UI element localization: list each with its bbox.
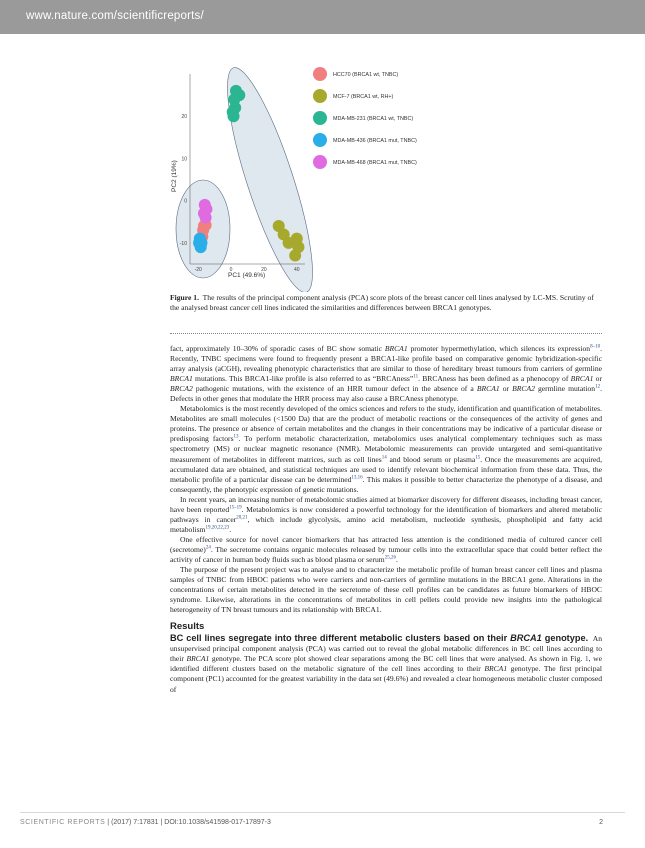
figure-link[interactable]: 1 [584,654,589,664]
data-point [228,110,240,122]
y-axis-label: PC2 (19%) [171,160,178,192]
legend-swatch [313,133,327,147]
x-tick-label: 0 [229,267,233,273]
paragraph-5: The purpose of the present project was to analyse and to characterize the metabolic profile of human breast cancer cell lines and plasma samples of TNBC from HBOC patients who were carriers and non-carriers of germline mutations in the BRCA1 gene. Alterations in the concentrations of certain metabolites detected in the secretome of these cell profiles can be candidates as future biomarkers of HBOC syndrome. Likewise, alterations in the concentrations of metabolites in cell pellets could provide new insights into the pathological heterogeneity of TN breast tumours and its relationship with BRCA1. [170,565,602,615]
caption-label: Figure 1. [170,293,199,302]
subsection-heading: BC cell lines segregate into three different metabolic clusters based on their BRCA1 genotype. [170,633,589,644]
legend-label: MCF-7 (BRCA1 wt, RH+) [333,94,394,100]
legend-label: MDA-MB-436 (BRCA1 mut, TNBC) [333,138,417,144]
legend-label: MDA-MB-468 (BRCA1 mut, TNBC) [333,160,417,166]
page-number: 2 [599,819,603,826]
legend [313,67,417,169]
site-banner [0,0,645,34]
pca-score-plot [160,52,480,292]
footer-rule [20,812,625,813]
y-tick-label: 10 [181,156,187,163]
caption-separator [170,333,602,334]
legend-swatch [313,111,327,125]
results-heading: Results [170,621,205,633]
x-tick-label: 40 [294,267,300,273]
cluster-ellipse-right [212,61,329,292]
caption-text: The results of the principal component analysis (PCA) score plots of the breast cancer cell lines analysed by LC-MS. Scrutiny of the analysed breast cancer cell lines indicated the similarities and differences between BRCA1 genotypes. [170,293,594,313]
data-point [193,237,205,249]
legend-label: HCC70 (BRCA1 wt, TNBC) [333,72,399,78]
data-point [289,250,301,262]
x-tick-label: 20 [261,267,267,273]
page-footer: SCIENTIFIC REPORTS | (2017) 7:17831 | DOI:10.1038/s41598-017-17897-3 2 [20,819,603,826]
paragraph-3: In recent years, an increasing number of metabolomic studies aimed at biomarker discovery for different diseases, including breast cancer, have been reported$^{15-19}$. Metabolomics is now considered a powerful technology for the identification of biomarkers and altered metabolic pathways in cancer$^{20,21}$, which include glycolysis, amino acid metabolism, nucleotide synthesis, phospholipid and fatty acid metabolism$^{19,20,22,23}$. [170,494,602,534]
paragraph-1: fact, approximately 10–30% of sporadic cases of BC show somatic BRCA1 promoter hypermethylation, which silences its expression$^{8-10}$. Recently, TNBC specimens were found to frequently present a BRCA1-like profile based on comparative genomic hybridization-specific array analysis (aCGH), revealing phenotypic characteristics that are similar to those of hereditary breast tumours from carriers of germline BRCA1 mutations. This BRCA1-like profile is also referred to as “BRCAness”$^{11}$. BRCAness has been defined as a phenocopy of BRCA1 or BRCA2 pathogenic mutations, with the existence of an HRR tumour defect in the absence of a BRCA1 or BRCA2 germline mutation$^{12}$. Defects in other genes that modulate the HRR process may also cause a BRCAness phenotype. [170,344,602,404]
article-body [170,344,602,695]
y-tick-label: 0 [184,198,187,205]
paragraph-6: BC cell lines segregate into three different metabolic clusters based on their BRCA1 genotype. An unsupervised principal component analysis (PCA) was carried out to reveal the global metabolic differences in BC cell lines according to their BRCA1 genotype. The PCA score plot showed clear separations among the BC cell lines that were analysed. As shown in Fig. 1, we identified different clusters based on the metabolic signature of the cell lines according to their BRCA1 genotype. The first principal component (PC1) accounted for the greatest variability in the data set (49.6%) and revealed a clear homogeneous metabolic cluster composed of [170,633,603,694]
legend-swatch [313,89,327,103]
site-url[interactable]: www.nature.com/scientificreports/ [26,10,204,22]
pca-figure [160,52,480,292]
x-axis-label: PC1 (49.6%) [228,272,266,279]
paragraph-4: One effective source for novel cancer biomarkers that has attracted less attention is the conditioned media of cultured cancer cell (secretome)$^{24}$. The secretome contains organic molecules released by tumour cells into the extracellular space that could better reflect the activity of cancer in human body fluids such as blood plasma or serum$^{25,26}$. [170,534,602,564]
figure-caption [170,293,602,313]
paragraph-2: Metabolomics is the most recently developed of the omics sciences and refers to the study, identification and quantification of metabolites. Metabolites are small molecules (<1500 Da) that are the product of metabolic reactions or the consequences of the activity of genes and proteins. The presence or absence of certain metabolites and the changes in their concentrations may be indicative of a particular disease or predisposing factors$^{13}$. To perform metabolic characterization, metabolomics uses analytical complementary techniques such as mass spectrometry (MS) or nuclear magnetic resonance (NMR). Metabolomic measurements can provide untargeted and semi-quantitative measurement of metabolites in different matrices, such as cell lines$^{14}$ and blood serum or plasma$^{15}$. Once the measurements are acquired, accumulated data are obtained, and statistical techniques are used to identify relevant biochemical information from these data. Thus, the metabolic profile of a particular disease can be determined$^{13,16}$. This makes it possible to better characterize the phenotype of a disease, and consequently, the phenotypic expression of genetic mutations. [170,404,602,494]
doi[interactable]: | DOI:10.1038/s41598-017-17897-3 [158,819,271,826]
legend-swatch [313,67,327,81]
y-tick-label: -10 [179,240,187,247]
y-tick-label: 20 [181,114,187,121]
data-point [200,212,212,224]
journal-name: SCIENTIFIC REPORTS [20,819,106,826]
citation: (2017) 7:17831 [111,819,159,826]
legend-label: MDA-MB-231 (BRCA1 wt, TNBC) [333,116,414,122]
legend-swatch [313,155,327,169]
x-tick-label: -20 [194,267,202,273]
